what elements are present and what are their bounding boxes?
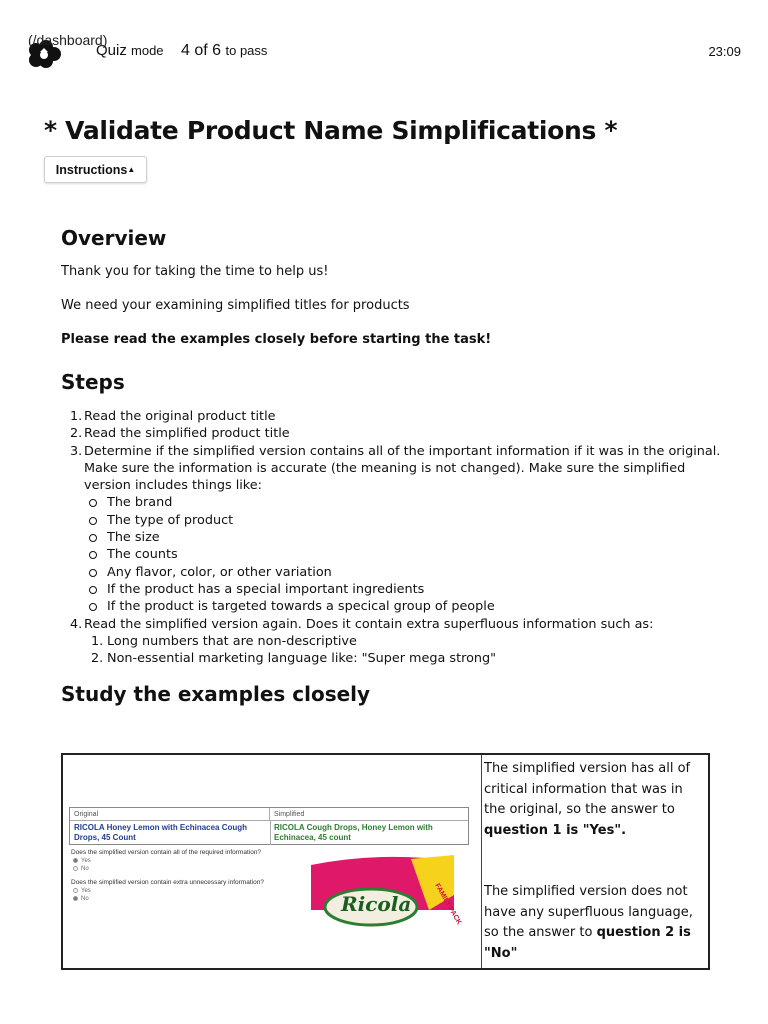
pack-label: FAMILY PACK bbox=[433, 882, 463, 926]
example-option: Yes bbox=[73, 888, 91, 894]
step-item: 2. Read the simplified product title bbox=[70, 426, 290, 442]
dashboard-link[interactable]: (/dashboard) bbox=[28, 32, 108, 48]
step-sublist bbox=[84, 633, 724, 668]
instructions-button-label: Instructions bbox=[55, 163, 128, 177]
bullet-item: Any flavor, color, or other variation bbox=[107, 564, 724, 581]
page-title: * Validate Product Name Simplifications * bbox=[44, 116, 618, 145]
example-explanation: The simplified version has all of critical information that was in the original, so the answer to question 1 is "Yes". The simplified version does not have any superfluous language, so the answer to question 2 is "No" bbox=[484, 761, 693, 961]
overview-paragraph: Thank you for taking the time to help us! bbox=[61, 264, 329, 279]
example-title-table bbox=[69, 807, 469, 845]
bullet-item: If the product is targeted towards a specical group of people bbox=[107, 598, 724, 615]
overview-heading: Overview bbox=[61, 226, 167, 250]
example-option: No bbox=[73, 896, 89, 902]
step-item: 4. Read the simplified version again. Does it contain extra superfluous information such as: 1. Long numbers that are non-descriptive 2. Non-essential marketing language like: "Super mega strong" bbox=[84, 616, 724, 668]
original-title: RICOLA Honey Lemon with Echinacea Cough Drops, 45 Count bbox=[74, 823, 248, 842]
sub-item: 1. Long numbers that are non-descriptive bbox=[91, 633, 357, 649]
bullet-item: The size bbox=[107, 529, 724, 546]
bullet-item: If the product has a special important ingredients bbox=[107, 581, 724, 598]
header-simplified: Simplified bbox=[270, 808, 468, 821]
pass-progress bbox=[181, 42, 267, 60]
overview-paragraph: We need your examining simplified titles for products bbox=[61, 298, 410, 313]
bullet-item: The counts bbox=[107, 546, 724, 563]
example-option: No bbox=[73, 866, 89, 872]
example-screenshot bbox=[69, 799, 474, 926]
mode-label: mode bbox=[131, 43, 164, 58]
step-item: 1. Read the original product title bbox=[70, 409, 276, 424]
bullet-item: The brand bbox=[107, 494, 724, 511]
quiz-label: Quiz bbox=[96, 42, 127, 59]
example-option: Yes bbox=[73, 858, 91, 864]
step-item: 3. Determine if the simplified version contains all of the important information if it was in the original. Make sure the information is accurate (the meaning is not changed). Make sure the simplified version includes things like: The brand The type of product The size The counts Any flavor, color, or other variation If the product has a special important ingredients If the product is targeted towards a specical group of people bbox=[84, 443, 724, 616]
study-heading: Study the examples closely bbox=[61, 682, 371, 706]
step-bullet-list bbox=[84, 494, 724, 615]
radio-icon bbox=[73, 866, 78, 871]
header-original: Original bbox=[70, 808, 270, 821]
quiz-mode-label bbox=[96, 42, 164, 59]
progress-count: 4 of 6 bbox=[181, 42, 222, 59]
example-question-1: Does the simplified version contain all of the required information? bbox=[71, 849, 262, 856]
progress-suffix: to pass bbox=[225, 43, 268, 58]
sub-item: 2. Non-essential marketing language like: "Super mega strong" bbox=[91, 651, 497, 667]
instructions-toggle-button[interactable] bbox=[44, 156, 147, 183]
example-question-2: Does the simplified version contain extra unnecessary information? bbox=[71, 879, 264, 886]
top-bar bbox=[0, 0, 768, 90]
radio-selected-icon bbox=[73, 896, 78, 901]
simplified-title: RICOLA Cough Drops, Honey Lemon with Echinacea, 45 count bbox=[274, 823, 433, 842]
radio-icon bbox=[73, 888, 78, 893]
steps-list bbox=[70, 408, 724, 667]
bullet-item: The type of product bbox=[107, 512, 724, 529]
example-table bbox=[61, 753, 710, 970]
overview-warning: Please read the examples closely before starting the task! bbox=[61, 332, 492, 347]
timer: 23:09 bbox=[708, 44, 741, 59]
radio-selected-icon bbox=[73, 858, 78, 863]
product-image bbox=[311, 855, 463, 926]
steps-heading: Steps bbox=[61, 370, 125, 394]
brand-label: Ricola bbox=[341, 892, 412, 916]
caret-up-icon: ▲ bbox=[127, 165, 136, 174]
example-screenshot-cell bbox=[63, 755, 482, 968]
